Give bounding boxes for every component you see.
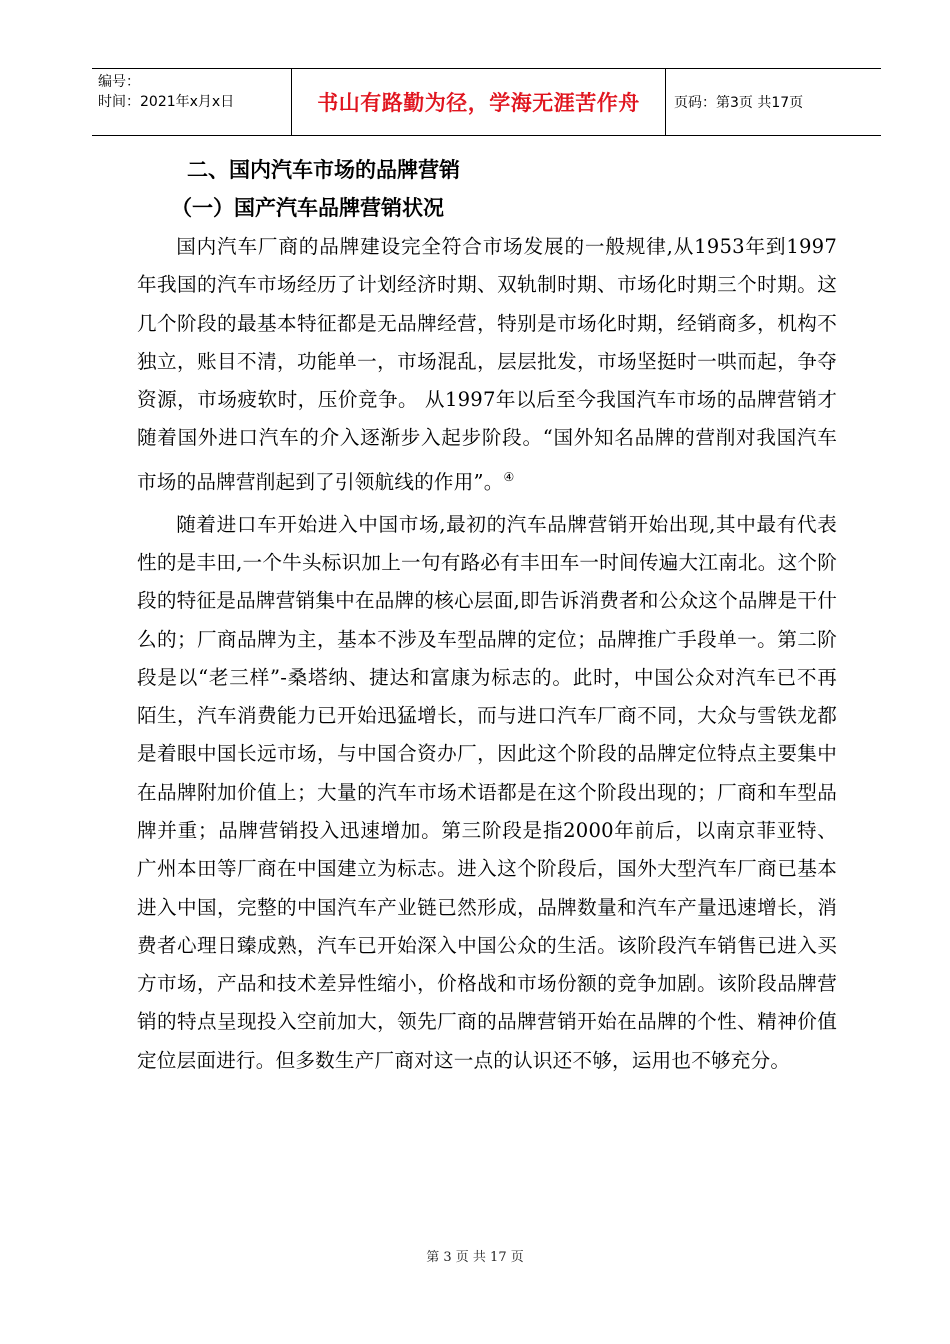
header-meta <box>92 69 292 135</box>
header-page-cell <box>666 69 881 135</box>
document-number-label: 编号： <box>98 74 140 90</box>
footnote-reference[interactable]: ④ <box>503 469 515 484</box>
header-motto: 书山有路勤为径，学海无涯苦作舟 <box>317 91 640 115</box>
header-page-label: 页码：第3页 共17页 <box>674 95 804 111</box>
section-title: 二、国内汽车市场的品牌营销 <box>187 158 460 182</box>
document-body <box>137 150 837 1080</box>
paragraph-1-text: 国内汽车厂商的品牌建设完全符合市场发展的一般规律,从1953年到1997年我国的汽车市场经历了计划经济时期、双轨制时期、市场化时期三个时期。这几个阶段的最基本特征都是无品牌经营，特别是市场化时期，经销商多，机构不独立，账目不清，功能单一，市场混乱，层层批发，市场坚挺时一哄而起，争夺资源，市场疲软时，压价竞争。 从1997年以后至今我国汽车市场的品牌营销才随着国外进口汽车的介入逐渐步入起步阶段。“国外知名品牌的营削对我国汽车市场的品牌营削起到了引领航线的作用”。 <box>137 235 837 494</box>
subsection-title: （一）国产汽车品牌营销状况 <box>171 196 444 220</box>
paragraph-1 <box>137 228 837 502</box>
document-time-label: 时间：2021年x月x日 <box>98 94 235 110</box>
page-footer: 第 3 页 共 17 页 <box>426 1250 524 1265</box>
header-motto-cell <box>292 69 666 135</box>
paragraph-2: 随着进口车开始进入中国市场,最初的汽车品牌营销开始出现,其中最有代表性的是丰田,一个牛头标识加上一句有路必有丰田车一时间传遍大江南北。这个阶段的特征是品牌营销集中在品牌的核心层面,即告诉消费者和公众这个品牌是干什么的；厂商品牌为主，基本不涉及车型品牌的定位；品牌推广手段单一。第二阶段是以“老三样”-桑塔纳、捷达和富康为标志的。此时，中国公众对汽车已不再陌生，汽车消费能力已开始迅猛增长，而与进口汽车厂商不同，大众与雪铁龙都是着眼中国长远市场，与中国合资办厂，因此这个阶段的品牌定位特点主要集中在品牌附加价值上；大量的汽车市场术语都是在这个阶段出现的；厂商和车型品牌并重；品牌营销投入迅速增加。第三阶段是指2000年前后，以南京菲亚特、广州本田等厂商在中国建立为标志。进入这个阶段后，国外大型汽车厂商已基本进入中国，完整的中国汽车产业链已然形成，品牌数量和汽车产量迅速增长，消费者心理日臻成熟，汽车已开始深入中国公众的生活。该阶段汽车销售已进入买方市场，产品和技术差异性缩小，价格战和市场份额的竞争加剧。该阶段品牌营销的特点呈现投入空前加大，领先厂商的品牌营销开始在品牌的个性、精神价值定位层面进行。但多数生产厂商对这一点的认识还不够，运用也不够充分。 <box>137 512 837 1072</box>
page-header <box>92 68 881 136</box>
